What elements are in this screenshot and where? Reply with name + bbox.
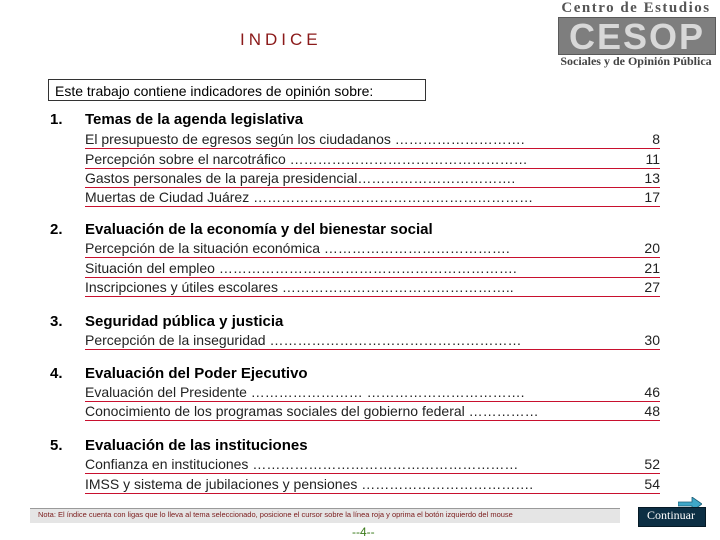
index-link[interactable] — [85, 476, 660, 494]
index-link[interactable] — [85, 240, 660, 258]
logo-bottom-text: Sociales y de Opinión Pública — [560, 54, 712, 68]
index-link[interactable] — [85, 189, 660, 207]
index-link-label: Percepción sobre el narcotráfico …………………………………………… — [85, 151, 528, 167]
index-link-page: 27 — [644, 279, 660, 295]
index-link-page: 46 — [644, 384, 660, 400]
index-link[interactable] — [85, 456, 660, 474]
index-link[interactable] — [85, 279, 660, 297]
section-number: 1. — [50, 111, 63, 128]
index-link-page: 13 — [644, 170, 660, 186]
index-link-label: Muertas de Ciudad Juárez …………………………………………………… — [85, 189, 534, 205]
index-link-label: Situación del empleo ………………………………………………………. — [85, 260, 517, 276]
index-link[interactable] — [85, 260, 660, 278]
section-title: Evaluación de la economía y del bienestar social — [85, 221, 433, 238]
logo-wordmark: CESOP — [568, 16, 706, 57]
cesop-logo — [554, 0, 718, 72]
navigation-note: Nota: El índice cuenta con ligas que lo lleva al tema seleccionado, posicione el cursor sobre la línea roja y oprima el botón izquierdo del mouse — [38, 510, 513, 519]
section-number: 5. — [50, 437, 63, 454]
logo-wordmark-box — [558, 17, 716, 55]
index-link[interactable] — [85, 151, 660, 169]
continue-button[interactable] — [634, 497, 708, 527]
index-link-page: 17 — [644, 189, 660, 205]
index-link-page: 54 — [644, 476, 660, 492]
index-link-label: Inscripciones y útiles escolares ………………………………………….. — [85, 279, 514, 295]
index-link-page: 11 — [645, 151, 660, 167]
index-link[interactable] — [85, 332, 660, 350]
index-link-page: 8 — [652, 131, 660, 147]
index-link-page: 48 — [644, 403, 660, 419]
index-link-label: Evaluación del Presidente …………………… ……………………………. — [85, 384, 525, 400]
page-number: --4-- — [352, 525, 375, 539]
index-link[interactable] — [85, 384, 660, 402]
section-number: 3. — [50, 313, 63, 330]
section-title: Seguridad pública y justicia — [85, 313, 284, 330]
index-link-page: 30 — [644, 332, 660, 348]
intro-box: Este trabajo contiene indicadores de opinión sobre: — [48, 79, 426, 101]
index-link-page: 21 — [644, 260, 660, 276]
index-link-label: IMSS y sistema de jubilaciones y pensiones ………………………………. — [85, 476, 534, 492]
index-link-page: 52 — [644, 456, 660, 472]
index-link-label: Confianza en instituciones ………………………………………………… — [85, 456, 519, 472]
page-title: INDICE — [240, 30, 322, 49]
index-link-page: 20 — [644, 240, 660, 256]
index-link-label: Gastos personales de la pareja presidencial……………………………. — [85, 170, 516, 186]
index-link[interactable] — [85, 403, 660, 421]
logo-top-text: Centro de Estudios — [561, 0, 711, 16]
index-link-label: Conocimiento de los programas sociales del gobierno federal …………… — [85, 403, 539, 419]
index-link-label: El presupuesto de egresos según los ciudadanos ………………………. — [85, 131, 525, 147]
section-title: Evaluación del Poder Ejecutivo — [85, 365, 308, 382]
section-number: 4. — [50, 365, 63, 382]
section-title: Temas de la agenda legislativa — [85, 111, 304, 128]
index-link-label: Percepción de la inseguridad ……………………………………………… — [85, 332, 522, 348]
index-link[interactable] — [85, 170, 660, 188]
index-link[interactable] — [85, 131, 660, 149]
section-number: 2. — [50, 221, 63, 238]
continue-button-label: Continuar — [647, 508, 695, 522]
section-title: Evaluación de las instituciones — [85, 437, 308, 454]
index-link-label: Percepción de la situación económica …………………………………. — [85, 240, 510, 256]
